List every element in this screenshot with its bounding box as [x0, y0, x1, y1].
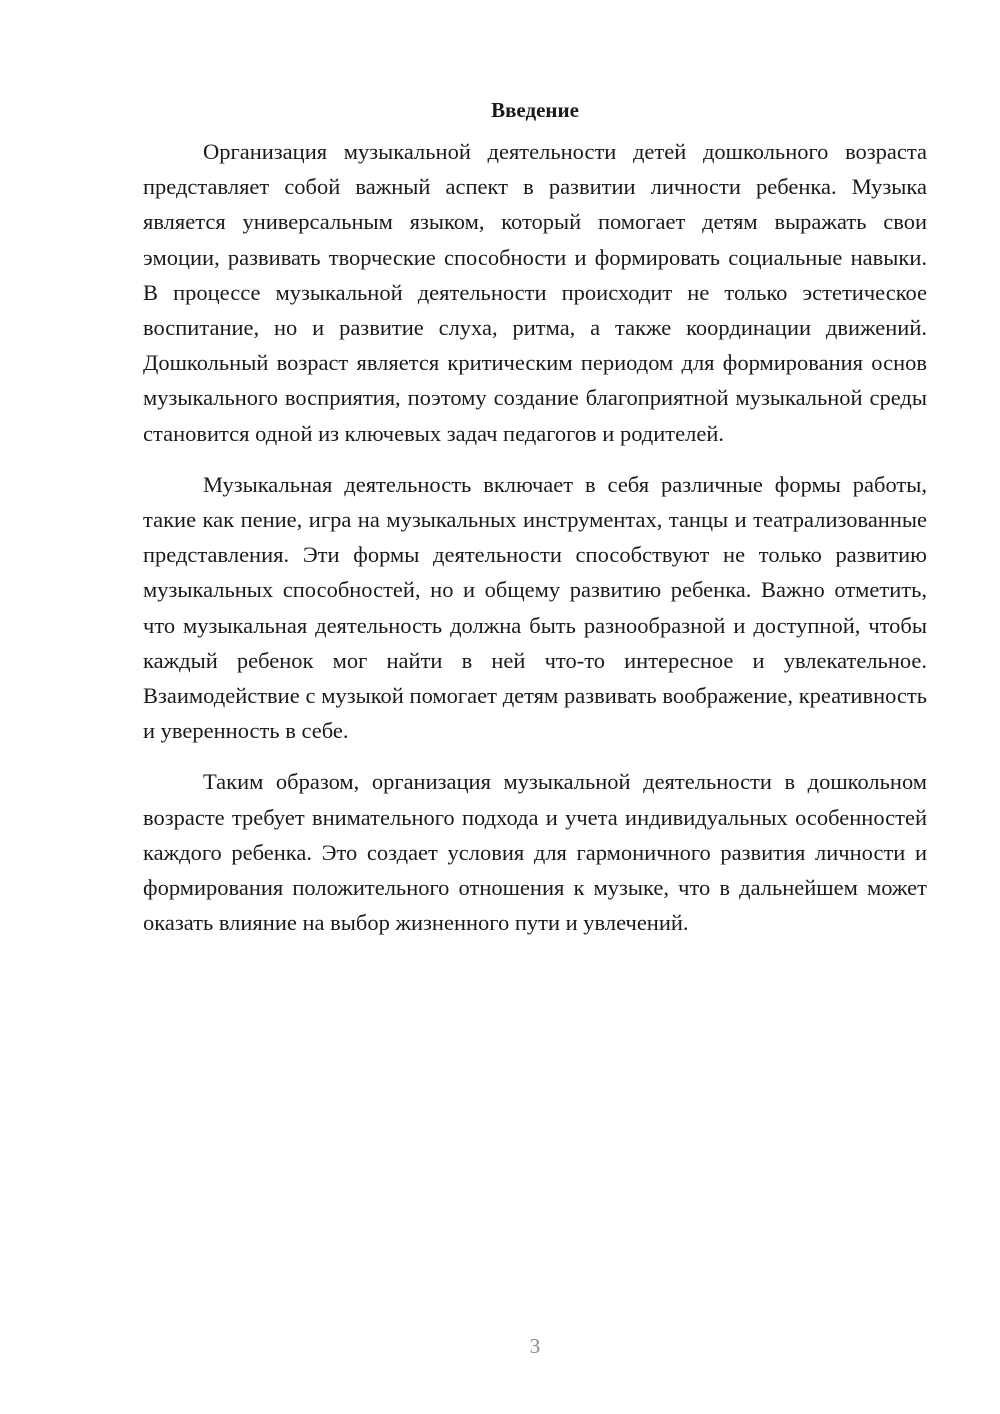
paragraph-2: Музыкальная деятельность включает в себя различные формы работы, такие как пение, игра на музыкальных инструментах, танцы и театрализованные представления. Эти формы деятельности способствуют не только развитию музыкальных способностей, но и общему развитию ребенка. Важно отметить, что музыкальная деятельность должна быть разнообразной и доступной, чтобы каждый ребенок мог найти в ней что-то интересное и увлекательное. Взаимодействие с музыкой помогает детям развивать воображение, креативность и уверенность в себе. [143, 471, 927, 744]
paragraph-1: Организация музыкальной деятельности детей дошкольного возраста представляет собой важный аспект в развитии личности ребенка. Музыка является универсальным языком, который помогает детям выражать свои эмоции, развивать творческие способности и формировать социальные навыки. В процессе музыкальной деятельности происходит не только эстетическое воспитание, но и развитие слуха, ритма, а также координации движений. Дошкольный возраст является критическим периодом для формирования основ музыкального восприятия, поэтому создание благоприятной музыкальной среды становится одной из ключевых задач педагогов и родителей. [143, 139, 927, 446]
section-heading: Введение [491, 98, 579, 122]
page-content [143, 94, 927, 956]
page-number: 3 [529, 1334, 541, 1358]
paragraph-3: Таким образом, организация музыкальной деятельности в дошкольном возрасте требует внимательного подхода и учета индивидуальных особенностей каждого ребенка. Это создает условия для гармоничного развития личности и формирования положительного отношения к музыке, что в дальнейшем может оказать влияние на выбор жизненного пути и увлечений. [143, 769, 927, 936]
